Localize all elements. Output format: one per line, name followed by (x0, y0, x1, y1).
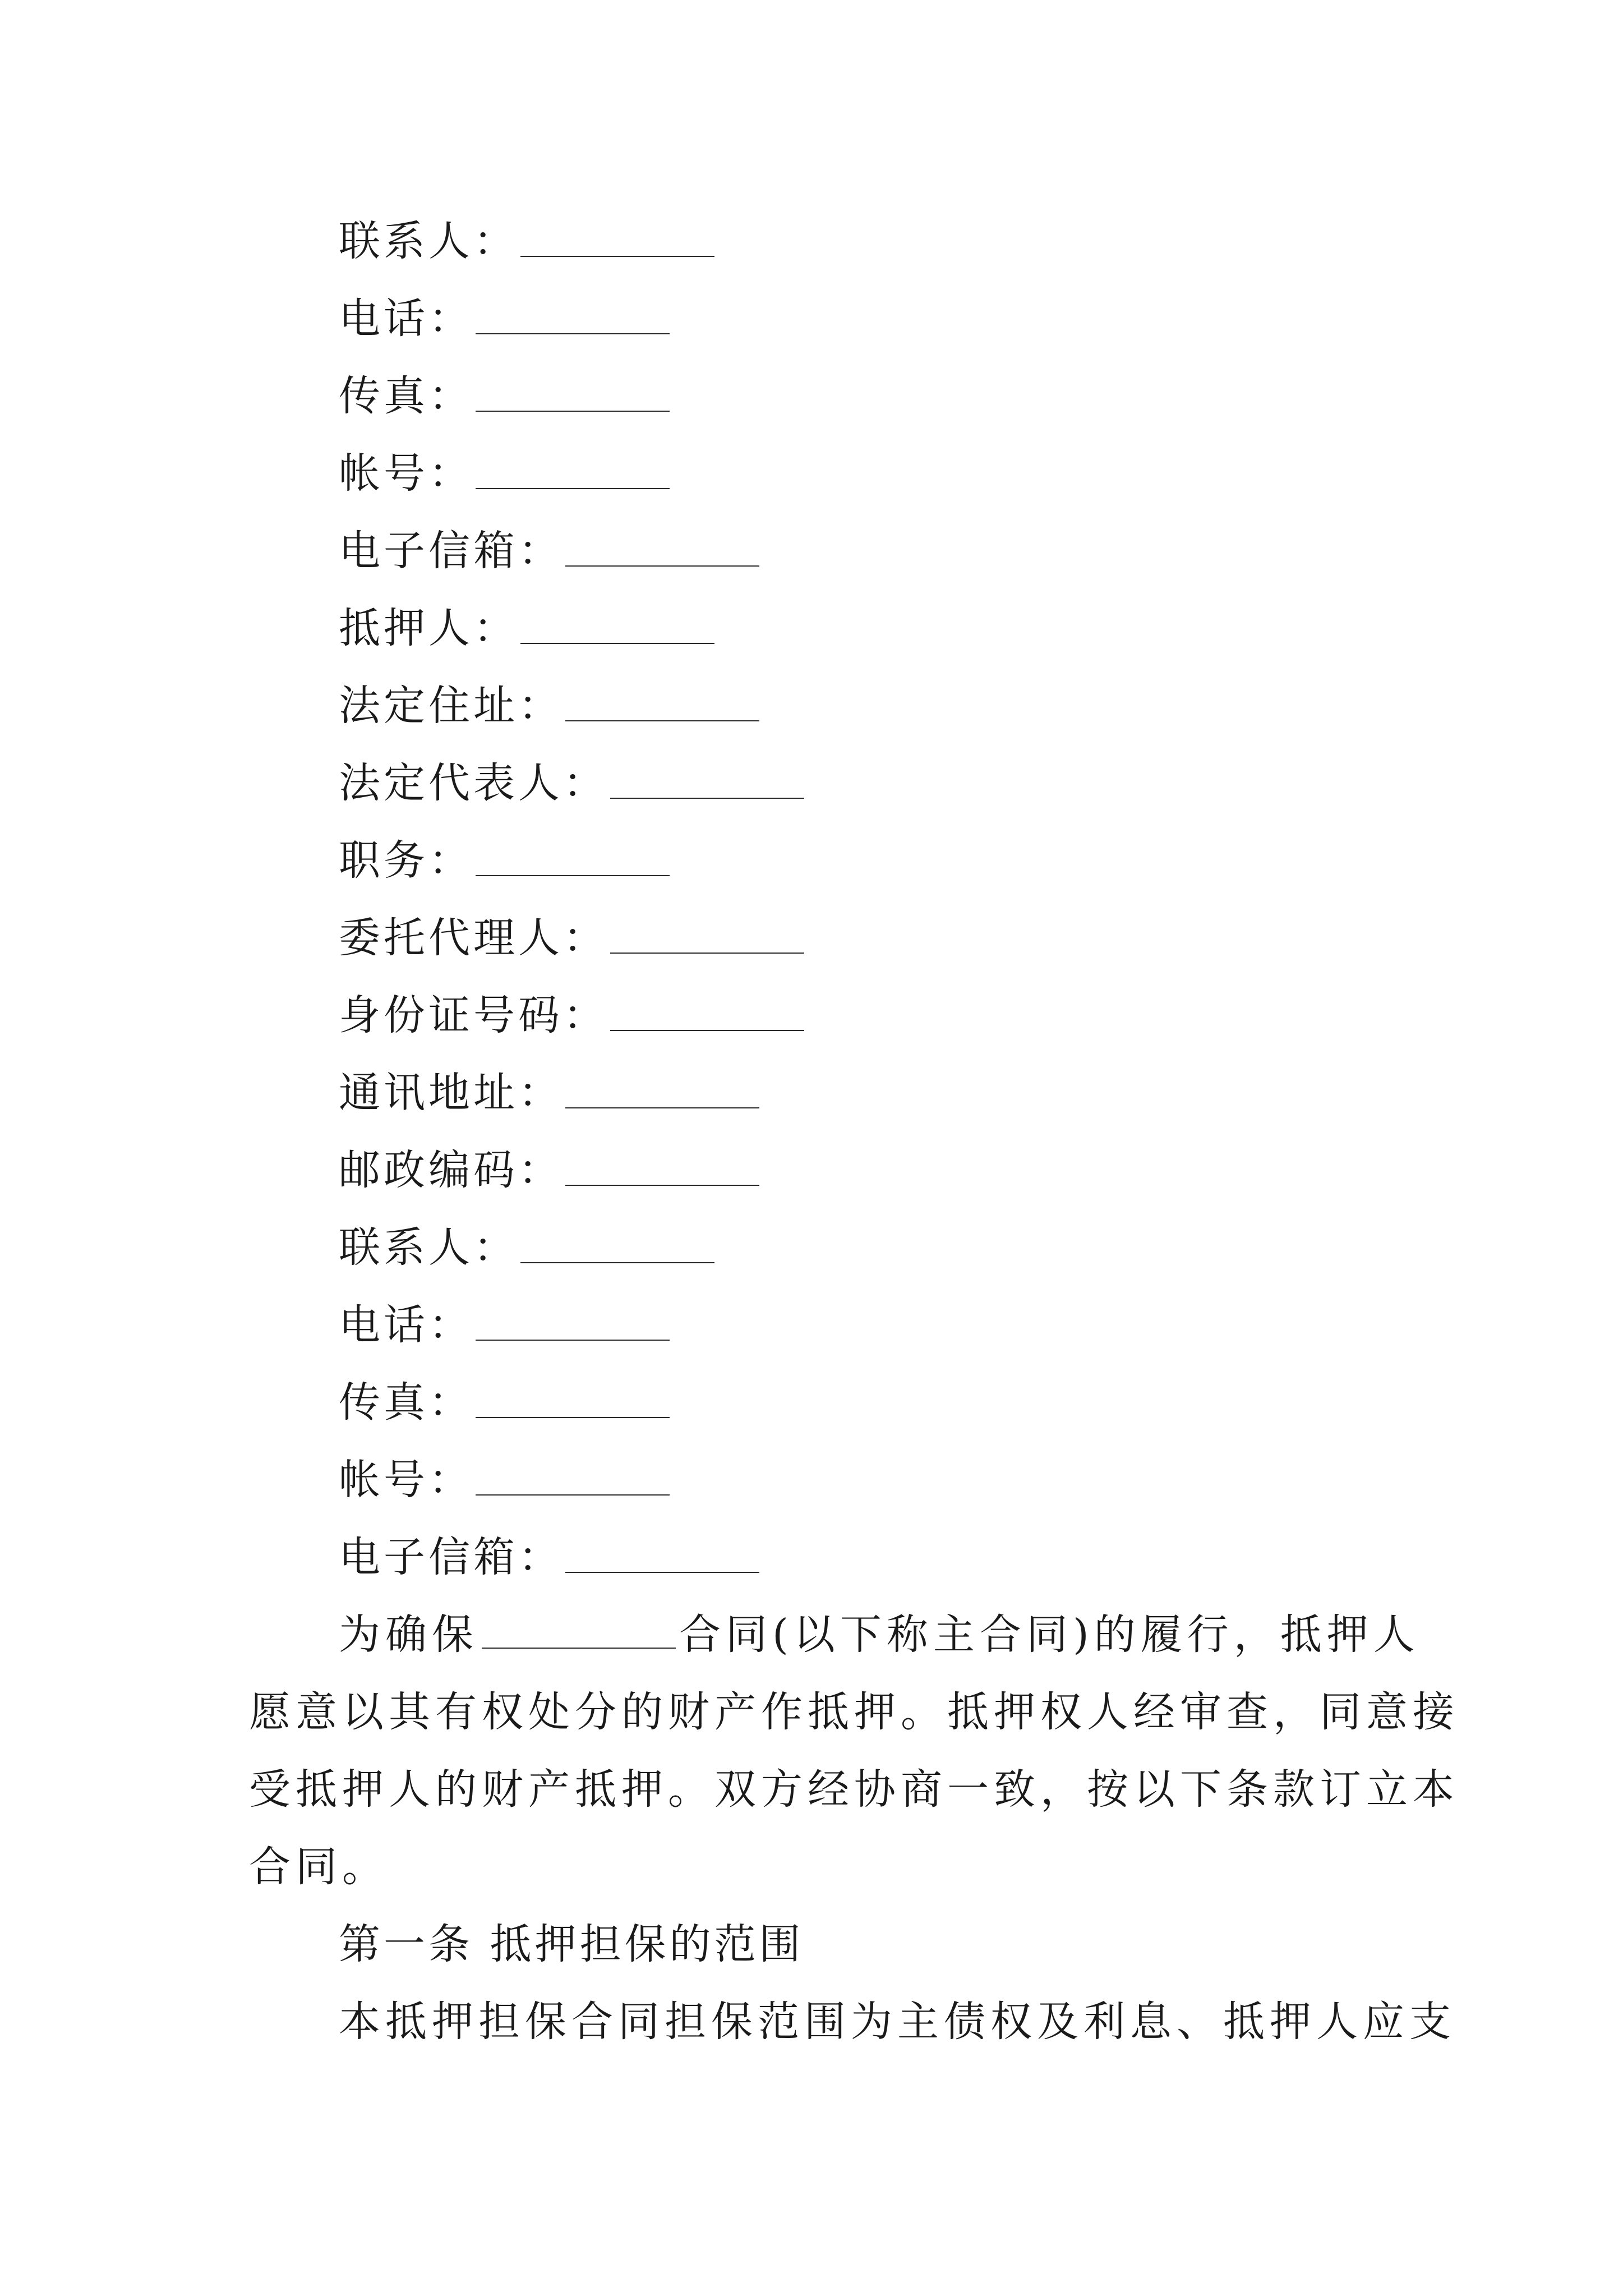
fill-in-blank (565, 565, 759, 567)
field-label: 电话： (339, 295, 473, 343)
postal-code-field (339, 1142, 759, 1198)
article-paragraph-line: 本抵押担保合同担保范围为主债权及利息、抵押人应支 (339, 1998, 1456, 2046)
email-field (339, 1529, 759, 1585)
account-field (339, 1452, 670, 1508)
field-label: 传真： (339, 1378, 473, 1427)
fax-field (339, 368, 670, 424)
legal-address-field (339, 678, 759, 734)
intro-paragraph-line (339, 1607, 1420, 1663)
fill-in-blank (476, 1494, 670, 1496)
mailing-address-field (339, 1065, 759, 1121)
intro-paragraph-line: 合同。 (249, 1843, 389, 1891)
fill-in-blank (610, 953, 804, 954)
field-label: 帐号： (339, 449, 473, 498)
field-label: 帐号： (339, 1456, 473, 1504)
intro-text: 合同(以下称主合同)的履行，抵押人 (679, 1611, 1420, 1659)
fill-in-blank (610, 798, 804, 799)
article-heading: 第一条 抵押担保的范围 (339, 1920, 804, 1968)
fill-in-blank (565, 1185, 759, 1186)
fill-in-blank (476, 1340, 670, 1341)
field-label: 联系人： (339, 217, 518, 265)
field-label: 邮政编码： (339, 1146, 563, 1194)
field-label: 联系人： (339, 1223, 518, 1272)
intro-text: 为确保 (339, 1611, 478, 1659)
field-label: 通讯地址： (339, 1069, 563, 1117)
phone-field (339, 1297, 670, 1353)
account-field (339, 445, 670, 501)
fill-in-blank (610, 1030, 804, 1031)
fill-in-blank (565, 1572, 759, 1573)
field-label: 电子信箱： (339, 1533, 563, 1581)
email-field (339, 523, 759, 579)
phone-field (339, 291, 670, 347)
position-field (339, 832, 670, 889)
fill-in-blank (476, 875, 670, 876)
field-label: 职务： (339, 836, 473, 885)
id-number-field (339, 987, 804, 1043)
field-label: 法定住址： (339, 682, 563, 730)
field-label: 传真： (339, 372, 473, 420)
legal-representative-field (339, 755, 804, 811)
intro-paragraph-line: 愿意以其有权处分的财产作抵押。抵押权人经审查，同意接 (249, 1688, 1459, 1736)
field-label: 抵押人： (339, 604, 518, 652)
fill-in-blank (476, 1417, 670, 1418)
fax-field (339, 1374, 670, 1430)
fill-in-blank (476, 488, 670, 489)
fill-in-blank (520, 643, 714, 644)
authorized-agent-field (339, 910, 804, 966)
fill-in-blank (476, 333, 670, 334)
mortgagor-field (339, 600, 714, 656)
field-label: 法定代表人： (339, 759, 608, 807)
fill-in-blank (565, 720, 759, 721)
fill-in-blank (476, 411, 670, 412)
field-label: 电子信箱： (339, 527, 563, 575)
fill-in-blank (482, 1648, 676, 1649)
field-label: 电话： (339, 1301, 473, 1349)
field-label: 身份证号码： (339, 991, 608, 1039)
contact-person-field (339, 213, 714, 269)
field-label: 委托代理人： (339, 914, 608, 962)
contact-person-field (339, 1220, 714, 1276)
fill-in-blank (520, 1262, 714, 1263)
fill-in-blank (565, 1107, 759, 1108)
intro-paragraph-line: 受抵押人的财产抵押。双方经协商一致，按以下条款订立本 (249, 1765, 1459, 1814)
fill-in-blank (520, 256, 714, 257)
